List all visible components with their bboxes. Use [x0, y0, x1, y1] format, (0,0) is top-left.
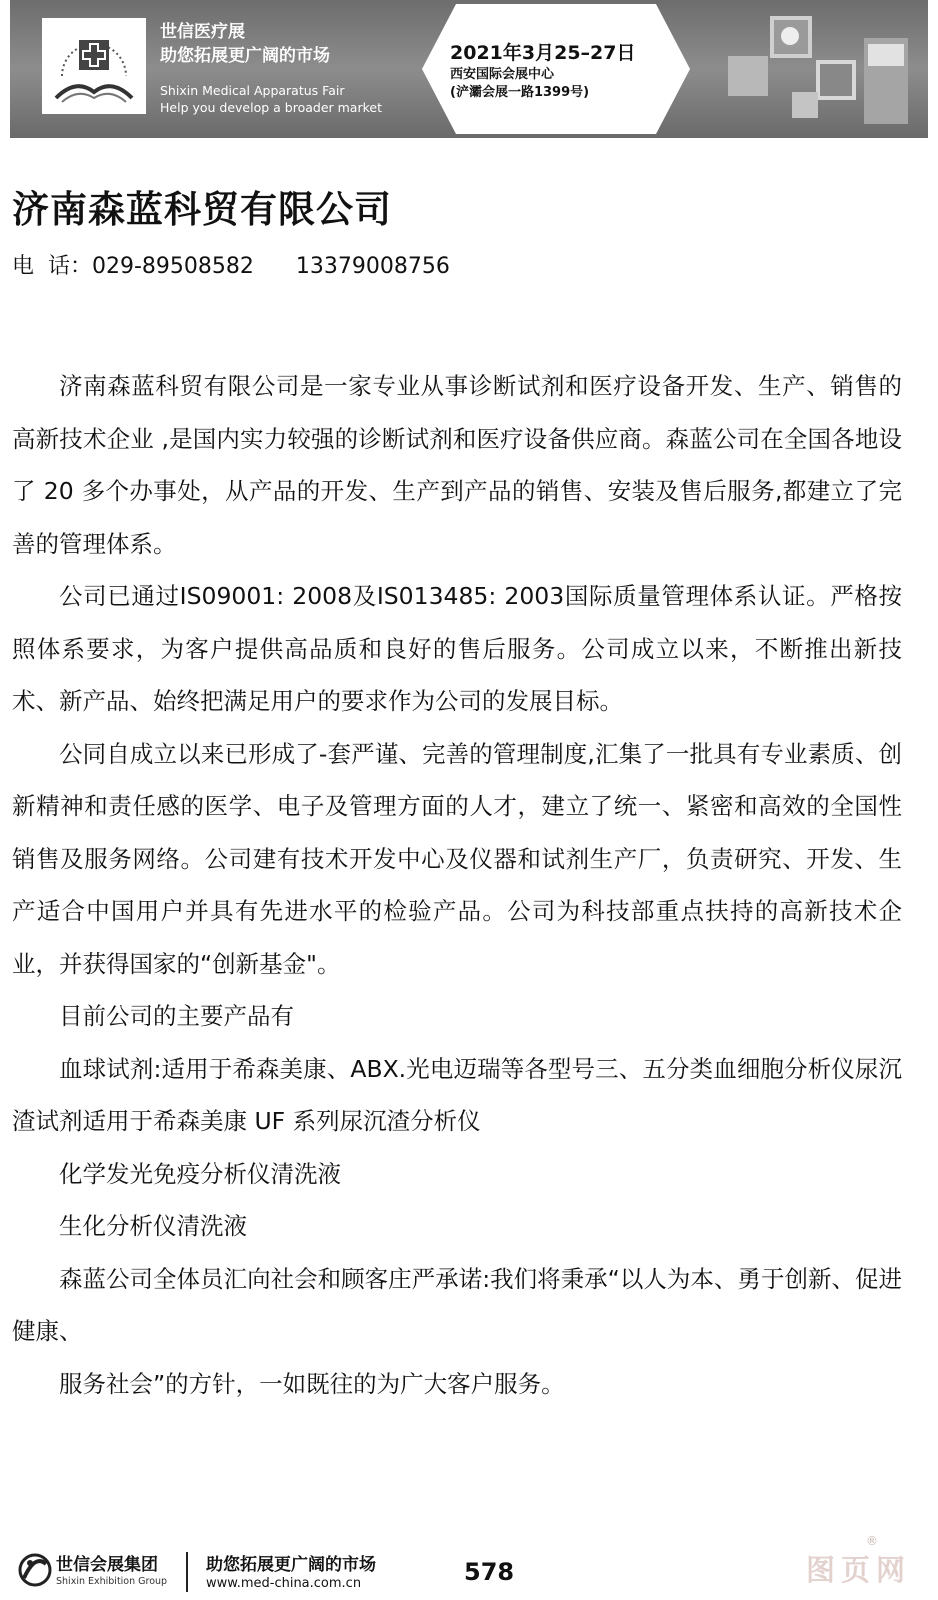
fair-logo — [42, 18, 146, 114]
venue-address: (浐灞会展一路1399号) — [450, 85, 590, 100]
footer-url: www.med-china.com.cn — [206, 1576, 362, 1591]
registered-mark: ® — [866, 1534, 878, 1548]
footer-divider — [186, 1552, 188, 1592]
paragraph-products-heading: 目前公司的主要产品有 — [59, 1002, 294, 1030]
fair-venue — [450, 66, 589, 102]
banner-title-cn — [160, 20, 330, 68]
fair-date: 2021年3月25–27日 — [450, 42, 636, 64]
fair-banner — [10, 0, 928, 138]
paragraph-certification: 公司已通过IS09001: 2008及IS013485: 2003国际质量管理体系认证。严格按照体系要求，为客户提供高品质和良好的售后服务。公司成立以来，不断推出新技术、新产品、始终把满足用户的要求作为公司的发展目标。 — [12, 582, 902, 715]
phone-number-1: 029-89508582 — [92, 254, 254, 279]
paragraph-commitment-end: 服务社会”的方针，一如既往的为广大客户服务。 — [59, 1369, 565, 1398]
banner-subtitle-line1: Shixin Medical Apparatus Fair — [160, 83, 345, 98]
paragraph-management: 公同自成立以来已形成了-套严谨、完善的管理制度,汇集了一批具有专业素质、创新精神和责任感的医学、电子及管理方面的人才，建立了统一、紧密和高效的全国性销售及服务网络。公司建有技术开发中心及仪器和试剂生产厂，负责研究、开发、生产适合中国用户并具有先进水平的检验产品。公司为科技部重点扶持的高新技术企业，并获得国家的“创新基金"。 — [12, 739, 902, 978]
phone-label: 电 话： — [12, 254, 92, 279]
footer-slogan: 助您拓展更广阔的市场 — [206, 1555, 376, 1575]
paragraph-commitment: 森蓝公司全体员汇向社会和顾客庄严承诺:我们将秉承“以人为本、勇于创新、促进健康、 — [12, 1264, 902, 1345]
medical-cross-logo-icon — [42, 18, 146, 114]
paragraph-intro: 济南森蓝科贸有限公司是一家专业从事诊断试剂和医疗设备开发、生产、销售的高新技术企业 ,是国内实力较强的诊断试剂和医疗设备供应商。森蓝公司在全国各地设了 20 多个办事处，从产品的开发、生产到产品的销售、安装及售后服务,都建立了完善的管理体系。 — [12, 372, 902, 558]
footer-group-name: 世信会展集团 — [56, 1555, 158, 1575]
banner-title-en — [160, 82, 382, 116]
page-footer — [10, 1534, 928, 1600]
watermark: 图页网 — [806, 1553, 912, 1587]
banner-title-line2: 助您拓展更广阔的市场 — [160, 46, 330, 66]
phone-number-2: 13379008756 — [295, 254, 450, 279]
footer-group-name-en: Shixin Exhibition Group — [56, 1576, 168, 1587]
paragraph-immunoassay-cleaner: 化学发光免疫分析仪清洗液 — [59, 1159, 341, 1188]
medical-equipment-collage-image — [718, 8, 918, 132]
company-name: 济南森蓝科贸有限公司 — [12, 188, 392, 231]
banner-title-line1: 世信医疗展 — [160, 22, 245, 42]
banner-subtitle-line2: Help you develop a broader market — [160, 100, 382, 115]
paragraph-blood-reagent: 血球试剂:适用于希森美康、ABX.光电迈瑞等各型号三、五分类血细胞分析仪尿沉渣试剂适用于希森美康 UF 系列尿沉渣分析仪 — [12, 1054, 902, 1135]
venue-name: 西安国际会展中心 — [450, 67, 555, 82]
exhibition-group-logo-icon — [18, 1550, 52, 1590]
company-description — [12, 360, 902, 1410]
page-number: 578 — [464, 1558, 515, 1586]
paragraph-biochem-cleaner: 生化分析仪清洗液 — [59, 1212, 247, 1240]
phone-line — [12, 252, 450, 282]
